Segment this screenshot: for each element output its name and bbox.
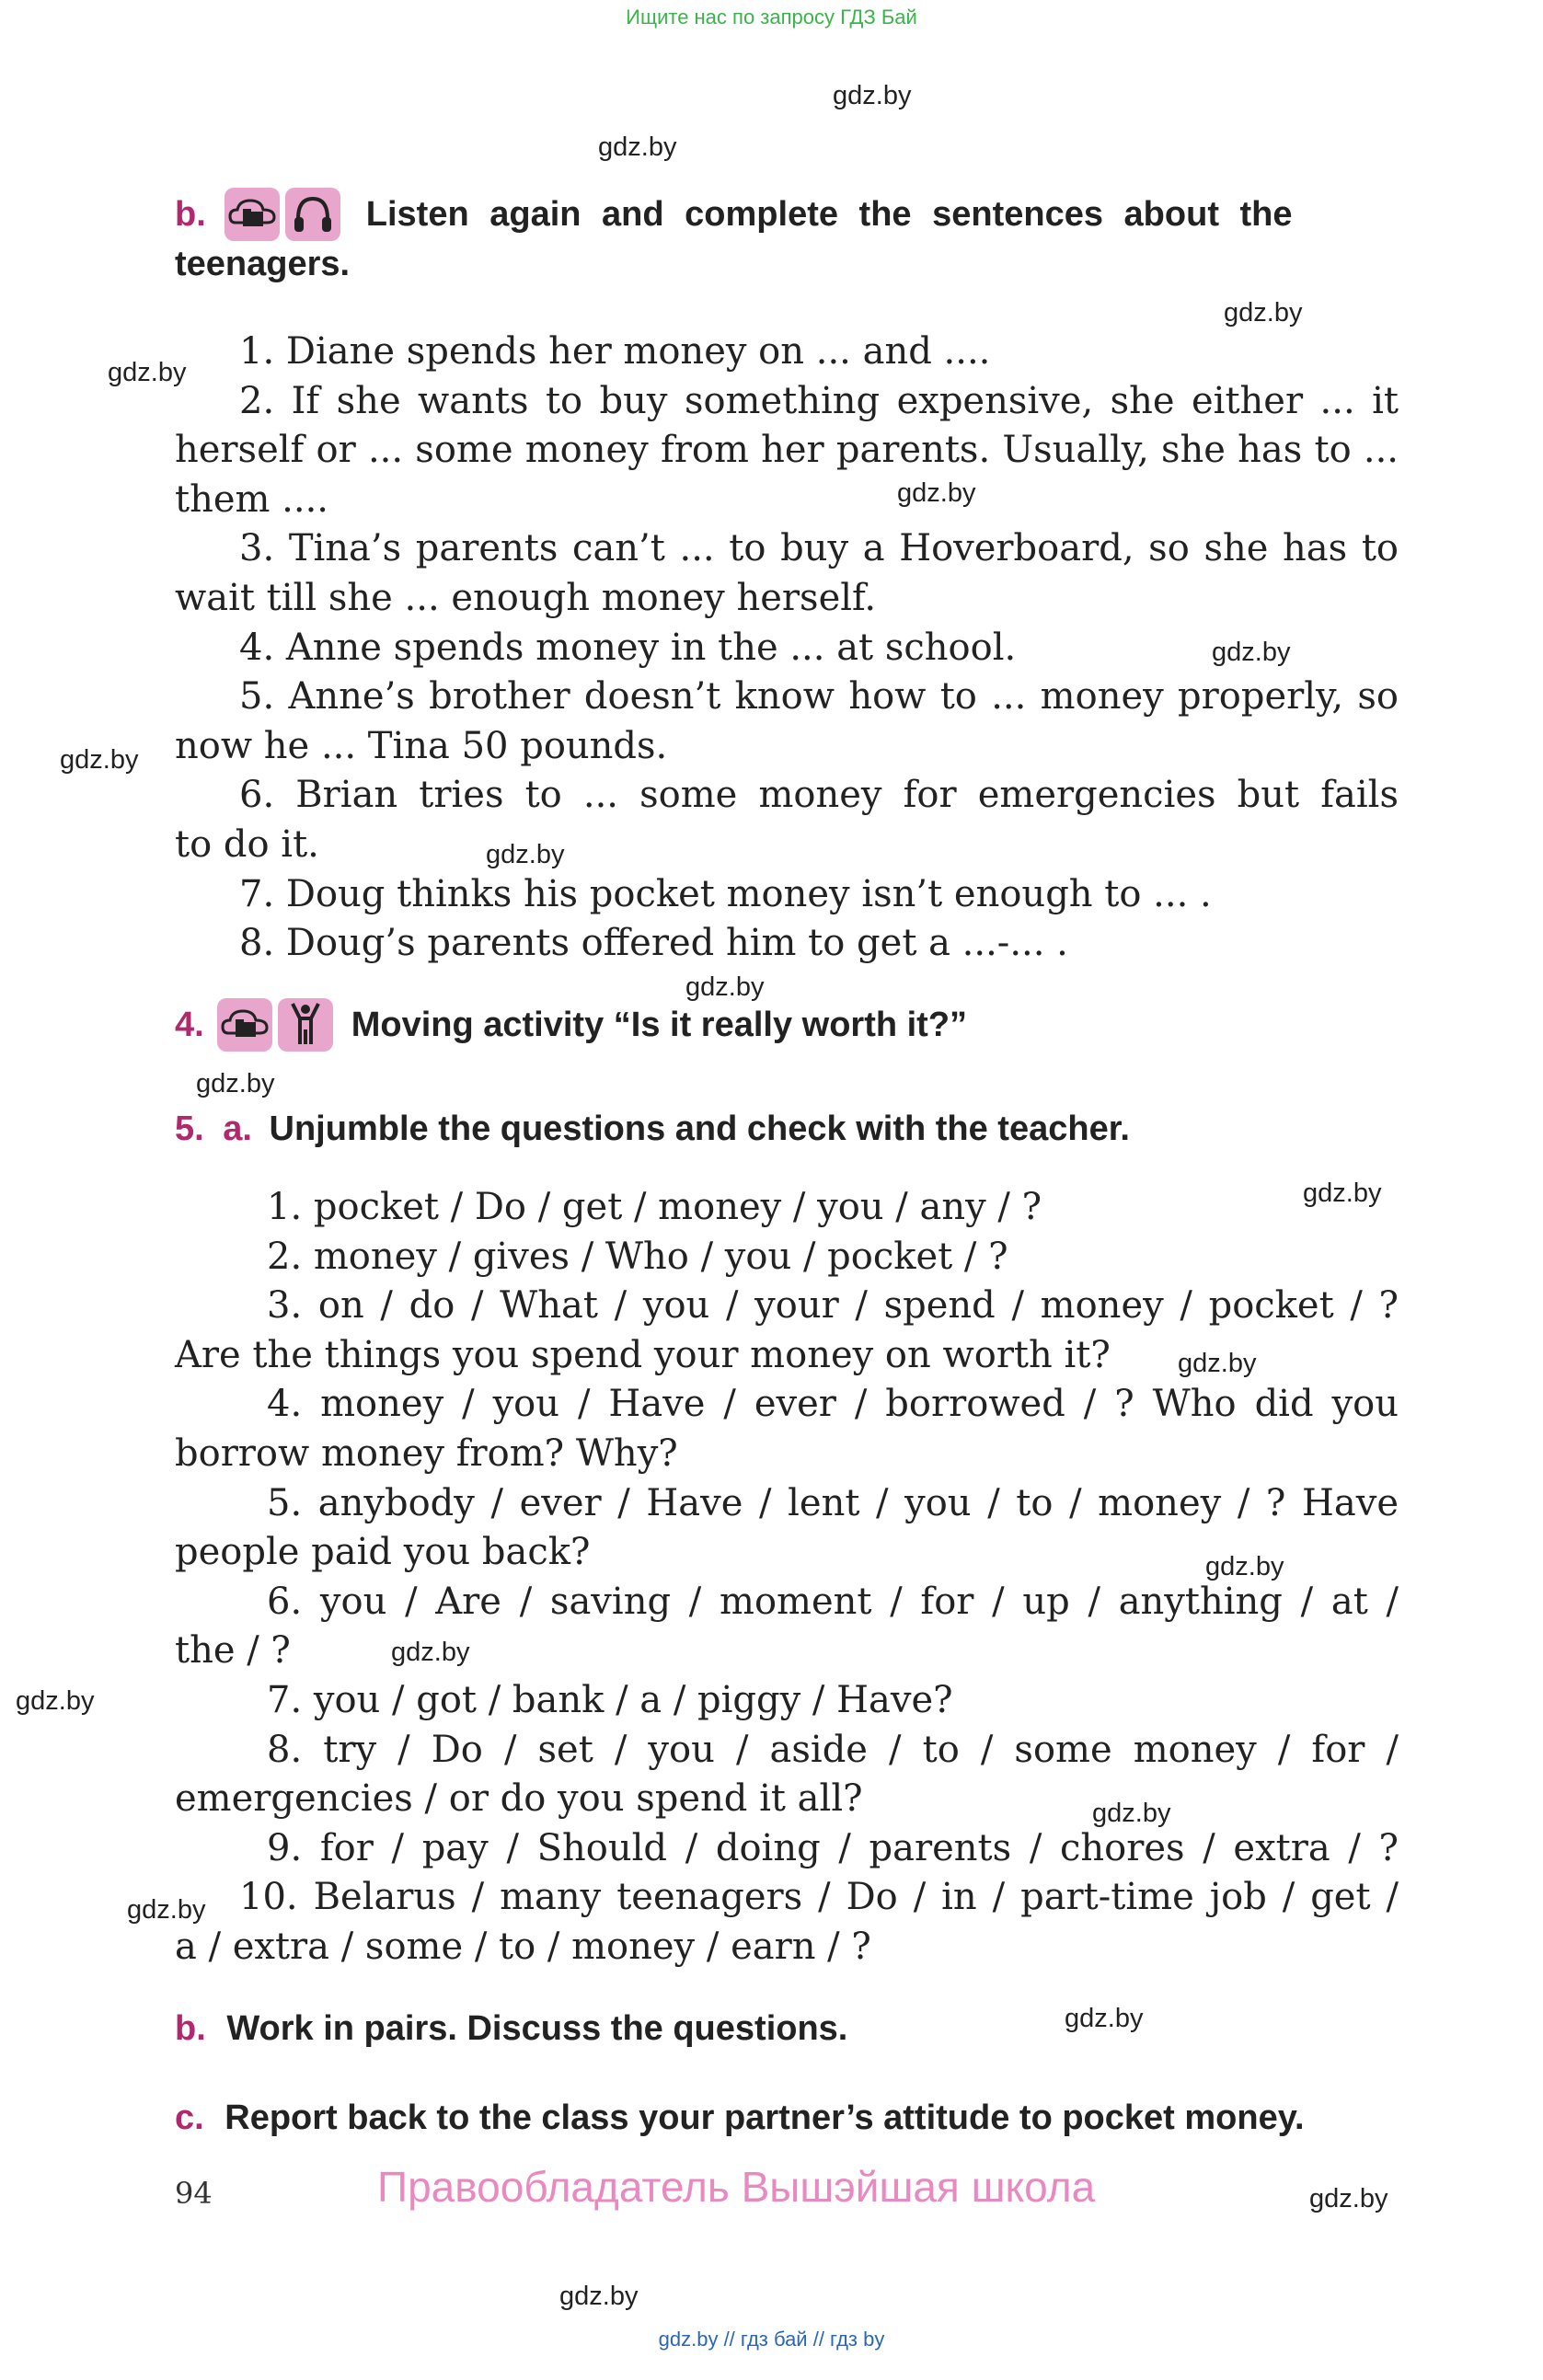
bottom-links[interactable]: gdz.by // гдз бай // гдз by [658,2328,885,2351]
question-list [175,1183,1399,1972]
list-item: 6. you / Are / saving / moment / for / up / anything / at / [267,1580,1399,1623]
watermark: gdz.by [60,745,139,775]
task-5a-text: Unjumble the questions and check with the teacher. [269,1110,1130,1148]
list-item: 5. anybody / ever / Have / lent / you / to / money / ? Have [267,1481,1399,1524]
task-number: 5. [175,1110,204,1148]
watermark: gdz.by [559,2282,639,2311]
task-4-text: Moving activity “Is it really worth it?” [351,1006,968,1044]
task-number: 4. [175,1006,204,1044]
watermark: gdz.by [598,132,677,162]
task-3b-instruction-cont: teenagers. [175,245,351,283]
watermark: gdz.by [833,81,912,110]
list-item: 4. Anne spends money in the ... at school. [239,626,1017,669]
person-arms-up-icon [278,998,333,1052]
list-item: 6. Brian tries to ... some money for emergencies but fails [239,774,1399,817]
watermark: gdz.by [486,840,565,869]
list-item: 3. Tina’s parents can’t ... to buy a Hoverboard, so she has to [239,527,1399,570]
task-letter: b. [175,195,206,234]
list-item: emergencies / or do you spend it all? [175,1777,863,1821]
watermark: gdz.by [127,1895,206,1925]
sentence-list [175,328,1399,969]
list-item: now he ... Tina 50 pounds. [175,724,668,767]
headphones-icon [285,188,340,241]
copyright-holder: Правообладатель Вышэйшая школа [377,2163,1096,2211]
list-item: wait till she ... enough money herself. [175,576,877,619]
watermark: gdz.by [1205,1552,1284,1581]
cloud-folder-icon [217,998,272,1052]
task-5a-heading [175,1106,1399,1152]
list-item: 9. for / pay / Should / doing / parents / chores / extra / ? [267,1826,1399,1869]
watermark: gdz.by [108,358,187,387]
watermark: gdz.by [16,1686,95,1716]
list-item: them .... [175,477,329,521]
list-item: to do it. [175,822,319,866]
list-item: 2. money / gives / Who / you / pocket / ? [267,1235,1008,1278]
task-5c-text: Report back to the class your partner’s attitude to pocket money. [225,2098,1305,2137]
list-item: Are the things you spend your money on worth it? [175,1333,1111,1376]
watermark: gdz.by [391,1638,470,1667]
cloud-folder-icon [225,188,280,241]
list-item: borrow money from? Why? [175,1431,678,1475]
watermark: gdz.by [196,1069,275,1098]
task-letter: b. [175,2009,206,2048]
list-item: 10. Belarus / many teenagers / Do / in / part-time job / get / [239,1876,1399,1919]
list-item: herself or ... some money from her parents. Usually, she has to ... [175,429,1399,472]
top-banner: Ищите нас по запросу ГДЗ Бай [626,6,917,29]
watermark: gdz.by [1178,1349,1257,1378]
task-5b-text: Work in pairs. Discuss the questions. [226,2009,848,2048]
list-item: a / extra / some / to / money / earn / ? [175,1925,871,1968]
list-item: 7. you / got / bank / a / piggy / Have? [267,1678,953,1721]
watermark: gdz.by [1092,1799,1171,1828]
task-5b-heading [175,2006,1399,2052]
watermark: gdz.by [897,478,976,508]
list-item: 4. money / you / Have / ever / borrowed / ? Who did you [267,1383,1399,1426]
watermark: gdz.by [1309,2184,1388,2213]
task-3b-instruction: Listen again and complete the sentences about the [365,195,1293,234]
task-4-heading [175,998,1399,1052]
task-letter: a. [223,1110,252,1148]
list-item: people paid you back? [175,1531,591,1574]
watermark: gdz.by [1303,1179,1382,1208]
list-item: 8. Doug’s parents offered him to get a ...-... . [239,922,1068,965]
list-item: 2. If she wants to buy something expensive, she either ... it [239,379,1399,422]
task-5c-heading [175,2095,1399,2141]
list-item: 3. on / do / What / you / your / spend / money / pocket / ? [267,1284,1399,1328]
list-item: 5. Anne’s brother doesn’t know how to ... money properly, so [239,675,1399,719]
watermark: gdz.by [1065,2004,1144,2033]
page-number: 94 [175,2176,213,2211]
task-3b-heading [175,188,1399,287]
list-item: the / ? [175,1629,291,1673]
watermark: gdz.by [1212,638,1291,667]
watermark: gdz.by [685,972,765,1002]
list-item: 1. pocket / Do / get / money / you / any / ? [267,1186,1042,1228]
watermark: gdz.by [1224,298,1303,328]
list-item: 7. Doug thinks his pocket money isn’t enough to ... . [239,872,1212,915]
list-item: 1. Diane spends her money on ... and .... [239,330,991,373]
list-item: 8. try / Do / set / you / aside / to / some money / for / [267,1728,1399,1771]
task-letter: c. [175,2098,204,2137]
